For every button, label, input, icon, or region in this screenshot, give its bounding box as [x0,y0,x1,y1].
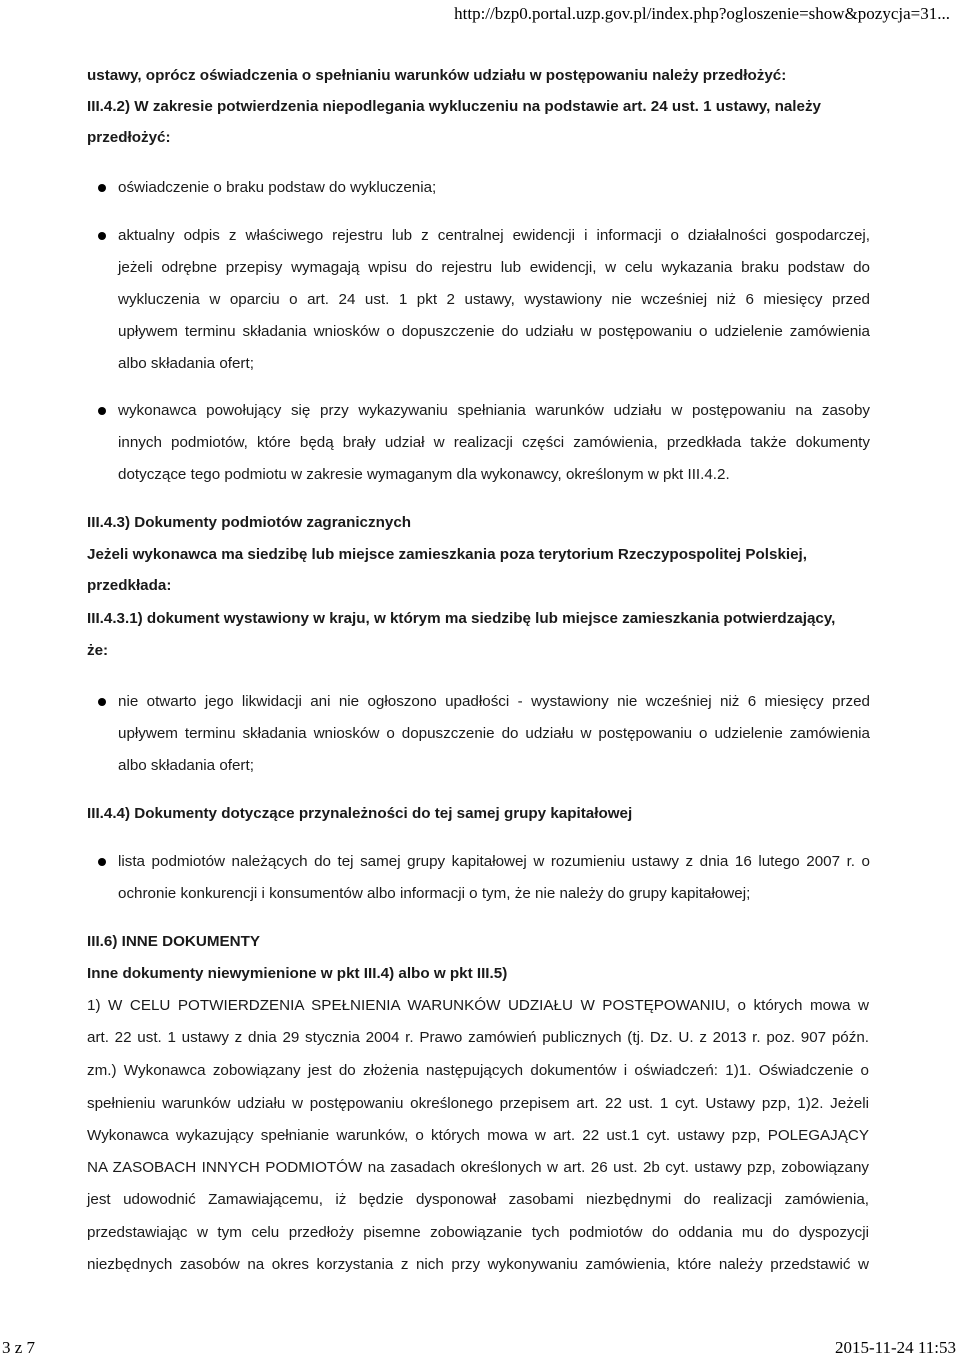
list-item-text: upływem terminu składania wniosków o dopuszczenie do udziału w postępowaniu o udzielenie zamówienia [118,323,870,340]
list-item-text: ochronie konkurencji i konsumentów albo informacji o tym, że nie należy do grupy kapitałowej; [118,885,751,902]
paragraph-line: zm.) Wykonawca zobowiązany jest do złożenia następujących dokumentów i oświadczeń: 1)1. Oświadczenie o [87,1062,869,1079]
bullet-icon [98,232,106,240]
list-item: nie otwarto jego likwidacji ani nie ogłoszono upadłości - wystawiony nie wcześniej niż 6 miesięcy przed [118,693,870,710]
section-heading-3-4-3-1: III.4.3.1) dokument wystawiony w kraju, w którym ma siedzibę lub miejsce zamieszkania potwierdzający, [87,610,836,627]
section-heading-3-4-3: III.4.3) Dokumenty podmiotów zagranicznych [87,514,412,531]
list-item-text: wykluczenia w oparciu o art. 24 ust. 1 pkt 2 ustawy, wystawiony nie wcześniej niż 6 miesięcy przed [118,291,870,308]
list-item-text: jeżeli odrębne przepisy wymagają wpisu do rejestru lub ewidencji, w celu wykazania braku podstaw do [118,259,870,276]
list-item-text: albo składania ofert; [118,757,254,774]
list-item: aktualny odpis z właściwego rejestru lub z centralnej ewidencji i informacji o działalności gospodarczej, [118,227,870,244]
bullet-icon [98,858,106,866]
bullet-icon [98,698,106,706]
print-datetime: 2015-11-24 11:53 [834,1338,956,1357]
bullet-icon [98,407,106,415]
text-line: że: [87,642,109,659]
list-item: oświadczenie o braku podstaw do wykluczenia; [118,179,437,196]
list-item-text: innych podmiotów, które będą brały udział w realizacji części zamówienia, przedkłada także dokumenty [118,434,870,451]
bullet-icon [98,184,106,192]
paragraph-line: niezbędnych zasobów na okres korzystania z nich przy wykonywaniu zamówienia, które należy przedstawić w [87,1256,869,1273]
list-item-text: albo składania ofert; [118,355,254,372]
paragraph-line: jest udowodnić Zamawiającemu, iż będzie dysponował zasobami niezbędnymi do realizacji zamówienia, [87,1191,869,1208]
section-heading-3-4-2: III.4.2) W zakresie potwierdzenia niepodlegania wykluczeniu na podstawie art. 24 ust. 1 ustawy, należy [87,98,821,115]
text-line: przedkłada: [87,577,172,594]
list-item: lista podmiotów należących do tej samej grupy kapitałowej w rozumieniu ustawy z dnia 16 lutego 2007 r. o [118,853,870,870]
paragraph-line: spełnieniu warunków udziału w postępowaniu określonego przepisem art. 22 ust. 1 cyt. Ustawy pzp, 1)2. Jeżeli [87,1095,869,1112]
paragraph-line: Wykonawca wykazujący spełnianie warunków, o których mowa w art. 22 ust.1 cyt. ustawy pzp, POLEGAJĄCY [87,1127,869,1144]
paragraph-line: przedstawiając w tym celu przedłoży pisemne zobowiązanie tych podmiotów do oddania mu do dyspozycji [87,1224,869,1241]
list-item-text: dotyczące tego podmiotu w zakresie wymaganym dla wykonawcy, określonym w pkt III.4.2. [118,466,730,483]
subheading: Inne dokumenty niewymienione w pkt III.4) albo w pkt III.5) [87,965,508,982]
page-indicator: 3 z 7 [2,1338,36,1357]
print-header-url: http://bzp0.portal.uzp.gov.pl/index.php?ogloszenie=show&pozycja=31... [454,4,950,23]
paragraph-line: art. 22 ust. 1 ustawy z dnia 29 stycznia 2004 r. Prawo zamówień publicznych (tj. Dz. U. z 2013 r. poz. 907 późn. [87,1029,869,1046]
text-line: ustawy, oprócz oświadczenia o spełnianiu warunków udziału w postępowaniu należy przedłożyć: [87,67,787,84]
text-line: przedłożyć: [87,129,171,146]
text-line: Jeżeli wykonawca ma siedzibę lub miejsce zamieszkania poza terytorium Rzeczypospolitej Polskiej, [87,546,807,563]
list-item-text: upływem terminu składania wniosków o dopuszczenie do udziału w postępowaniu o udzielenie zamówienia [118,725,870,742]
paragraph-line: NA ZASOBACH INNYCH PODMIOTÓW na zasadach określonych w art. 26 ust. 2b cyt. ustawy pzp, zobowiązany [87,1159,869,1176]
section-heading-3-6: III.6) INNE DOKUMENTY [87,933,260,950]
section-heading-3-4-4: III.4.4) Dokumenty dotyczące przynależności do tej samej grupy kapitałowej [87,805,633,822]
list-item: wykonawca powołujący się przy wykazywaniu spełniania warunków udziału w postępowaniu na zasoby [118,402,870,419]
paragraph-line: 1) W CELU POTWIERDZENIA SPEŁNIENIA WARUNKÓW UDZIAŁU W POSTĘPOWANIU, o których mowa w [87,997,869,1014]
